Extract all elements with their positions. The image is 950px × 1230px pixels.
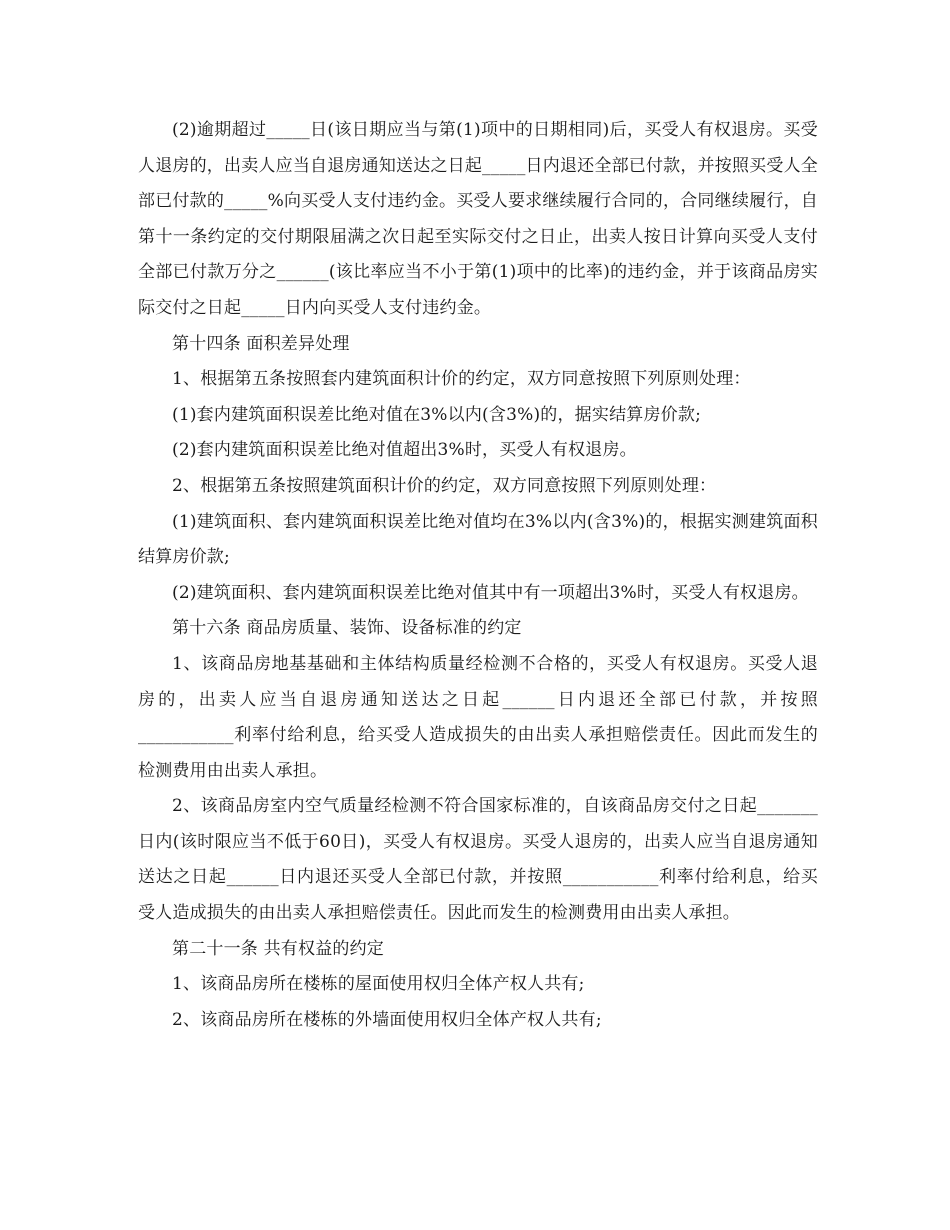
paragraph-inner-area-over-3: (2)套内建筑面积误差比绝对值超出3%时，买受人有权退房。 bbox=[172, 440, 637, 461]
article-16-heading: 第十六条 商品房质量、装饰、设备标准的约定 bbox=[172, 618, 522, 639]
paragraph-building-area-pricing: 2、根据第五条按照建筑面积计价的约定，双方同意按照下列原则处理： bbox=[172, 475, 717, 496]
paragraph-inner-area-within-3: (1)套内建筑面积误差比绝对值在3%以内(含3%)的，据实结算房价款; bbox=[172, 404, 702, 425]
paragraph-building-area-within-3: (1)建筑面积、套内建筑面积误差比绝对值均在3%以内(含3%)的，根据实测建筑面积结算房价款; bbox=[138, 511, 818, 568]
paragraph-wall-rights: 2、该商品房所在楼栋的外墙面使用权归全体产权人共有; bbox=[172, 1009, 602, 1030]
paragraph-roof-rights: 1、该商品房所在楼栋的屋面使用权归全体产权人共有; bbox=[172, 974, 585, 995]
paragraph-building-area-over-3: (2)建筑面积、套内建筑面积误差比绝对值其中有一项超出3%时，买受人有权退房。 bbox=[172, 582, 809, 603]
paragraph-inner-area-pricing: 1、根据第五条按照套内建筑面积计价的约定，双方同意按照下列原则处理： bbox=[172, 369, 751, 390]
article-14-heading: 第十四条 面积差异处理 bbox=[172, 333, 350, 354]
document-body bbox=[138, 113, 818, 1038]
article-21-heading: 第二十一条 共有权益的约定 bbox=[172, 938, 385, 959]
paragraph-air-quality: 2、该商品房室内空气质量经检测不符合国家标准的，自该商品房交付之日起_______日内(该时限应当不低于60日)，买受人有权退房。买受人退房的，出卖人应当自退房通知送达之日起______日内退还买受人全部已付款，并按照___________利率付给利息，给买受人造成损失的由出卖人承担赔偿责任。因此而发生的检测费用由出卖人承担。 bbox=[138, 796, 818, 924]
paragraph-overdue-clause: (2)逾期超过_____日(该日期应当与第(1)项中的日期相同)后，买受人有权退房。买受人退房的，出卖人应当自退房通知送达之日起_____日内退还全部已付款，并按照买受人全部已付款的_____%向买受人支付违约金。买受人要求继续履行合同的，合同继续履行，自第十一条约定的交付期限届满之次日起至实际交付之日止，出卖人按日计算向买受人支付全部已付款万分之______(该比率应当不小于第(1)项中的比率)的违约金，并于该商品房实际交付之日起_____日内向买受人支付违约金。 bbox=[138, 120, 818, 318]
paragraph-structure-quality: 1、该商品房地基基础和主体结构质量经检测不合格的，买受人有权退房。买受人退房的，出卖人应当自退房通知送达之日起______日内退还全部已付款，并按照___________利率付给利息，给买受人造成损失的由出卖人承担赔偿责任。因此而发生的检测费用由出卖人承担。 bbox=[138, 653, 818, 781]
